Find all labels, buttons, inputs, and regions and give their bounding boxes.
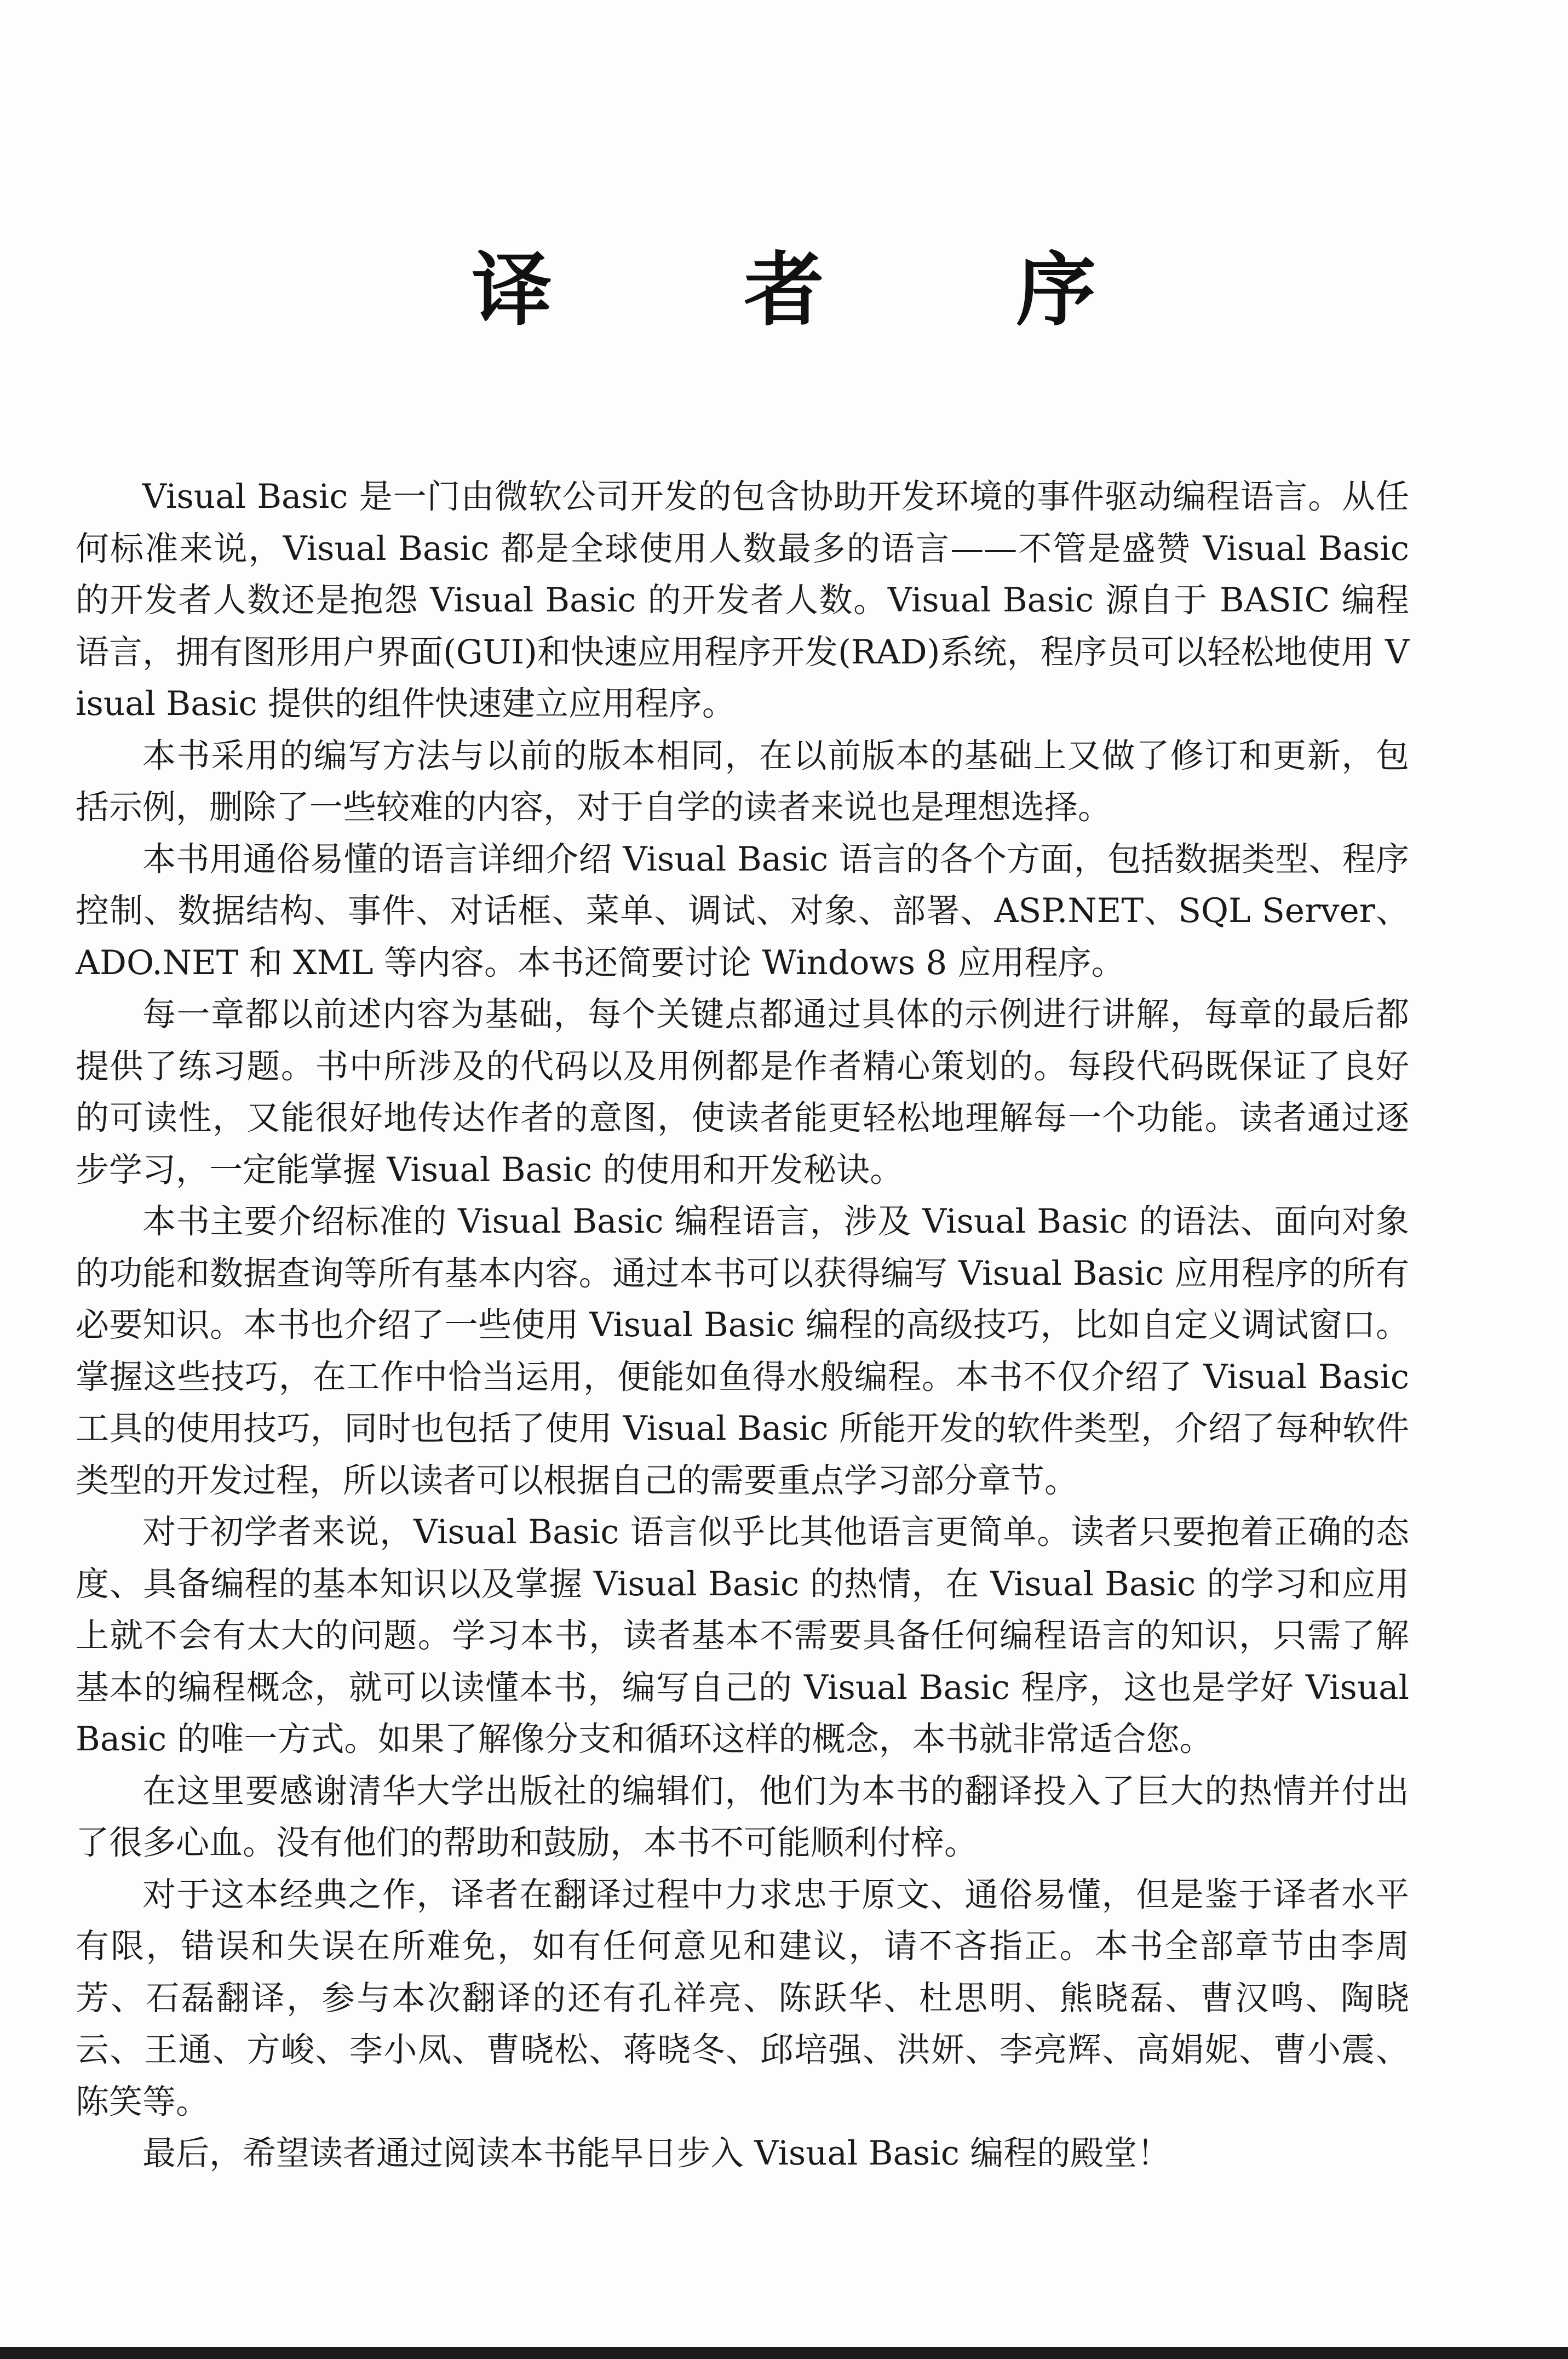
scan-bottom-edge [0, 2347, 1568, 2359]
paragraph-main-topics: 本书主要介绍标准的 Visual Basic 编程语言，涉及 Visual Basic 的语法、面向对象的功能和数据查询等所有基本内容。通过本书可以获得编写 Visual Basic 应用程序的所有必要知识。本书也介绍了一些使用 Visual Basic 编程的高级技巧，比如自定义调试窗口。掌握这些技巧，在工作中恰当运用，便能如鱼得水般编程。本书不仅介绍了 Visual Basic 工具的使用技巧，同时也包括了使用 Visual Basic 所能开发的软件类型，介绍了每种软件类型的开发过程，所以读者可以根据自己的需要重点学习部分章节。 [76, 1202, 1409, 1500]
paragraph-content-overview: 本书用通俗易懂的语言详细介绍 Visual Basic 语言的各个方面，包括数据类型、程序控制、数据结构、事件、对话框、菜单、调试、对象、部署、ASP.NET、SQL Server、ADO.NET 和 XML 等内容。本书还简要讨论 Windows 8 应用程序。 [76, 839, 1409, 982]
paragraph-translators: 对于这本经典之作，译者在翻译过程中力求忠于原文、通俗易懂，但是鉴于译者水平有限，错误和失误在所难免，如有任何意见和建议，请不吝指正。本书全部章节由李周芳、石磊翻译，参与本次翻译的还有孔祥亮、陈跃华、杜思明、熊晓磊、曹汉鸣、陶晓云、王通、方峻、李小凤、曹晓松、蒋晓冬、邱培强、洪妍、李亮辉、高娟妮、曹小震、陈笑等。 [76, 1875, 1409, 2121]
paragraph-beginners: 对于初学者来说，Visual Basic 语言似乎比其他语言更简单。读者只要抱着正确的态度、具备编程的基本知识以及掌握 Visual Basic 的热情，在 Visual Basic 的学习和应用上就不会有太大的问题。学习本书，读者基本不需要具备任何编程语言的知识，只需了解基本的编程概念，就可以读懂本书，编写自己的 Visual Basic 程序，这也是学好 Visual Basic 的唯一方式。如果了解像分支和循环这样的概念，本书就非常适合您。 [76, 1513, 1409, 1759]
paragraph-closing: 最后，希望读者通过阅读本书能早日步入 Visual Basic 编程的殿堂！ [142, 2134, 1171, 2173]
paragraph-writing-method: 本书采用的编写方法与以前的版本相同，在以前版本的基础上又做了修订和更新，包括示例，删除了一些较难的内容，对于自学的读者来说也是理想选择。 [76, 736, 1409, 827]
paragraph-chapter-structure: 每一章都以前述内容为基础，每个关键点都通过具体的示例进行讲解，每章的最后都提供了练习题。书中所涉及的代码以及用例都是作者精心策划的。每段代码既保证了良好的可读性，又能很好地传达作者的意图，使读者能更轻松地理解每一个功能。读者通过逐步学习，一定能掌握 Visual Basic 的使用和开发秘诀。 [76, 995, 1409, 1189]
page-title: 译 者 序 [472, 244, 1179, 337]
paragraph-intro: Visual Basic 是一门由微软公司开发的包含协助开发环境的事件驱动编程语言。从任何标准来说，Visual Basic 都是全球使用人数最多的语言——不管是盛赞 Visual Basic 的开发者人数还是抱怨 Visual Basic 的开发者人数。Visual Basic 源自于 BASIC 编程语言，拥有图形用户界面(GUI)和快速应用程序开发(RAD)系统，程序员可以轻松地使用 Visual Basic 提供的组件快速建立应用程序。 [76, 477, 1409, 723]
document-body [76, 471, 1409, 2180]
paragraph-acknowledgements: 在这里要感谢清华大学出版社的编辑们，他们为本书的翻译投入了巨大的热情并付出了很多心血。没有他们的帮助和鼓励，本书不可能顺利付梓。 [76, 1771, 1409, 1862]
